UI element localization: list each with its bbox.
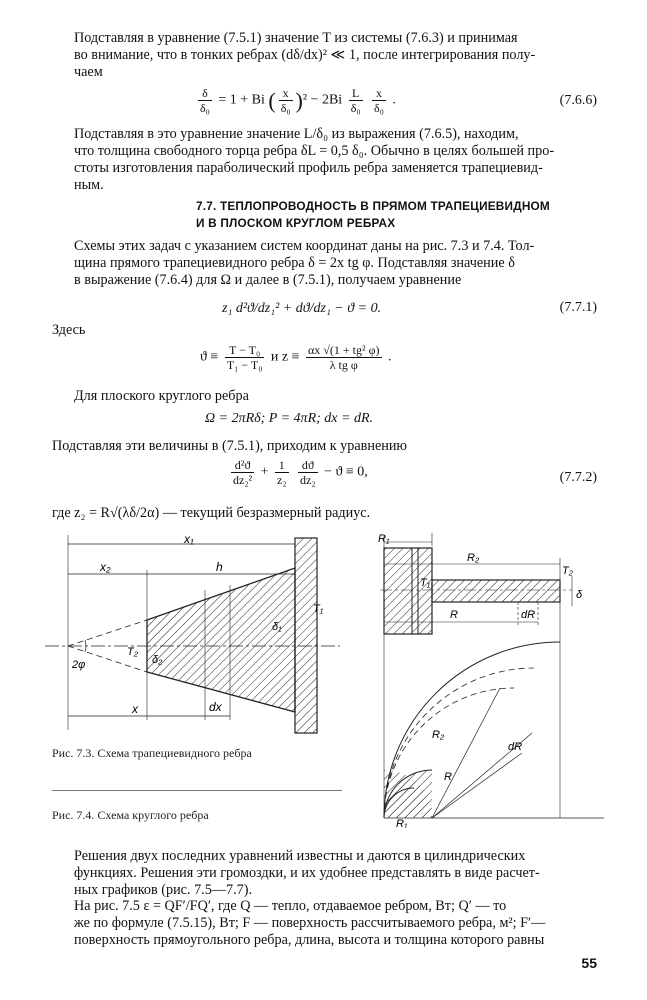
caption-divider (52, 790, 342, 791)
eq-frac-den: z₂ (277, 473, 287, 487)
eq-text: и z ≡ (270, 349, 300, 365)
eq-frac-num: x (279, 86, 293, 101)
paragraph-7 (52, 848, 597, 899)
label-dx: dx (209, 700, 222, 714)
eq-frac-den: λ tg φ (329, 358, 358, 372)
label-T1: T₁ (420, 577, 431, 589)
figure-7-3-caption: Рис. 7.3. Схема трапециевидного ребра (52, 746, 252, 760)
text-line: же по формуле (7.5.15), Вт; F — поверхность рассчитываемого ребра, м²; F′— (74, 915, 546, 931)
eq-text: − ϑ ≡ 0, (324, 464, 368, 480)
paragraph-8 (52, 898, 597, 949)
text-line: На рис. 7.5 ε = QF′/FQ′, где Q — тепло, отдаваемое ребром, Вт; Q′ — то (74, 898, 507, 914)
eq-frac-den: dz₂² (233, 473, 253, 487)
equation-number: (7.6.6) (559, 93, 597, 108)
label-delta1: δ₁ (272, 621, 282, 633)
label-x: x (132, 702, 138, 716)
text-line: что толщина свободного торца ребра δL = 0,5 δ₀. Обычно в целях большей про- (74, 143, 555, 159)
equation-number: (7.7.2) (559, 470, 597, 485)
label-x1: x₁ (184, 532, 194, 546)
eq-text: ϑ ≡ (200, 349, 219, 365)
eq-text: = 1 + Bi (218, 92, 265, 108)
eq-frac-den: T₁ − T₀ (226, 358, 263, 372)
text-line: щина прямого трапециевидного ребра δ = 2x tg φ. Подставляя значение δ (74, 255, 515, 271)
eq-frac-num: dϑ (298, 458, 318, 473)
eq-text: ² − 2Bi (302, 92, 343, 108)
label-T1: T₁ (313, 603, 324, 615)
text-line: чаем (74, 64, 103, 80)
equation-definitions (200, 343, 392, 372)
label-R: R (450, 609, 458, 621)
eq-frac-num: d²ϑ (231, 458, 254, 473)
text-zdes: Здесь (52, 322, 86, 338)
label-T2: T₂ (127, 646, 138, 658)
figure-7-3-trapezoid-fin (40, 530, 350, 740)
label-2phi: 2φ (72, 659, 86, 671)
figure-7-4-round-fin (372, 528, 604, 828)
eq-frac-den: δ₀ (200, 101, 210, 115)
paragraph-2 (52, 126, 597, 194)
heading-line: И В ПЛОСКОМ КРУГЛОМ РЕБРАХ (196, 216, 396, 230)
text-line: Решения двух последних уравнений известны и даются в цилиндрических (74, 848, 526, 864)
text-line: в выражение (7.6.4) для Ω и далее в (7.5.1), получаем уравнение (74, 272, 462, 288)
equation-7-7-2 (228, 458, 368, 487)
equation-number: (7.7.1) (559, 300, 597, 315)
eq-text: . (388, 349, 392, 365)
label-R2: R₂ (467, 552, 480, 564)
label-delta: δ (576, 589, 583, 601)
eq-frac-num: L (349, 86, 363, 101)
equation-7-6-6: $\frac{\delta}{\text{δ₀}}$ = 1 + Bi ( $\frac{x}{\text{δ₀}}$ )² − 2Bi $\frac{L}{\text{δ₀}}$ $\frac{x}{\text{δ₀}}$ . (200, 86, 396, 115)
text-line: ных графиков (рис. 7.5—7.7). (74, 882, 253, 898)
eq-frac-num: δ (198, 86, 212, 101)
eq-frac-den: δ₀ (374, 101, 384, 115)
label-dR: dR (521, 609, 536, 621)
label-R-plan: R (444, 771, 452, 783)
text-line: ным. (74, 177, 104, 193)
eq-frac-den: δ₀ (280, 101, 291, 115)
label-h: h (216, 560, 223, 574)
page-number: 55 (581, 955, 597, 971)
label-T2: T₂ (562, 565, 573, 577)
equation-round-fin: Ω = 2πRδ; P = 4πR; dx = dR. (205, 411, 373, 426)
eq-frac-num: 1 (275, 458, 289, 473)
eq-frac-den: δ₀ (350, 101, 361, 115)
eq-frac-num: T − T₀ (225, 343, 265, 358)
paragraph-1 (52, 30, 597, 81)
eq-text: + (260, 464, 269, 480)
label-R2-plan: R₂ (432, 729, 445, 741)
label-R1: R₁ (378, 533, 390, 545)
section-heading (196, 198, 600, 232)
paragraph-6: где z₂ = R√(λδ/2α) — текущий безразмерный радиус. (52, 505, 371, 521)
eq-text: . (392, 92, 396, 108)
text-line: Схемы этих задач с указанием систем координат даны на рис. 7.3 и 7.4. Тол- (74, 238, 535, 254)
text-line: во внимание, что в тонких ребрах (dδ/dx)² ≪ 1, после интегрирования полу- (74, 47, 536, 63)
label-dR-plan: dR (508, 741, 523, 753)
paragraph-3 (52, 238, 597, 289)
text-line: поверхность прямоугольного ребра, длина, высота и толщина которого равны (74, 932, 545, 948)
paragraph-5: Подставляя эти величины в (7.5.1), приходим к уравнению (52, 438, 408, 454)
eq-frac-num: αx √(1 + tg² φ) (308, 343, 380, 357)
eq-frac-num: x (372, 86, 386, 101)
label-x2: x₂ (100, 560, 111, 574)
text-line: Подставляя в уравнение (7.5.1) значение T из системы (7.6.3) и принимая (74, 30, 518, 46)
eq-frac-den: dz₂ (300, 473, 316, 487)
text-line: Подставляя в это уравнение значение L/δ₀ из выражения (7.6.5), находим, (74, 126, 519, 142)
figure-7-4-caption: Рис. 7.4. Схема круглого ребра (52, 808, 209, 822)
text-line: стоты изготовления параболический профиль ребра заменяется трапециевид- (74, 160, 543, 176)
text-line: функциях. Решения эти громоздки, и их удобнее представлять в виде расчет- (74, 865, 540, 881)
label-R1-plan: R₁ (396, 818, 408, 828)
heading-line: 7.7. ТЕПЛОПРОВОДНОСТЬ В ПРЯМОМ ТРАПЕЦИЕВИДНОМ (196, 199, 550, 213)
label-delta2: δ₂ (152, 654, 163, 666)
paragraph-4: Для плоского круглого ребра (74, 388, 249, 404)
equation-7-7-1: z₁ d²ϑ/dz₁² + dϑ/dz₁ − ϑ = 0. (222, 301, 382, 316)
